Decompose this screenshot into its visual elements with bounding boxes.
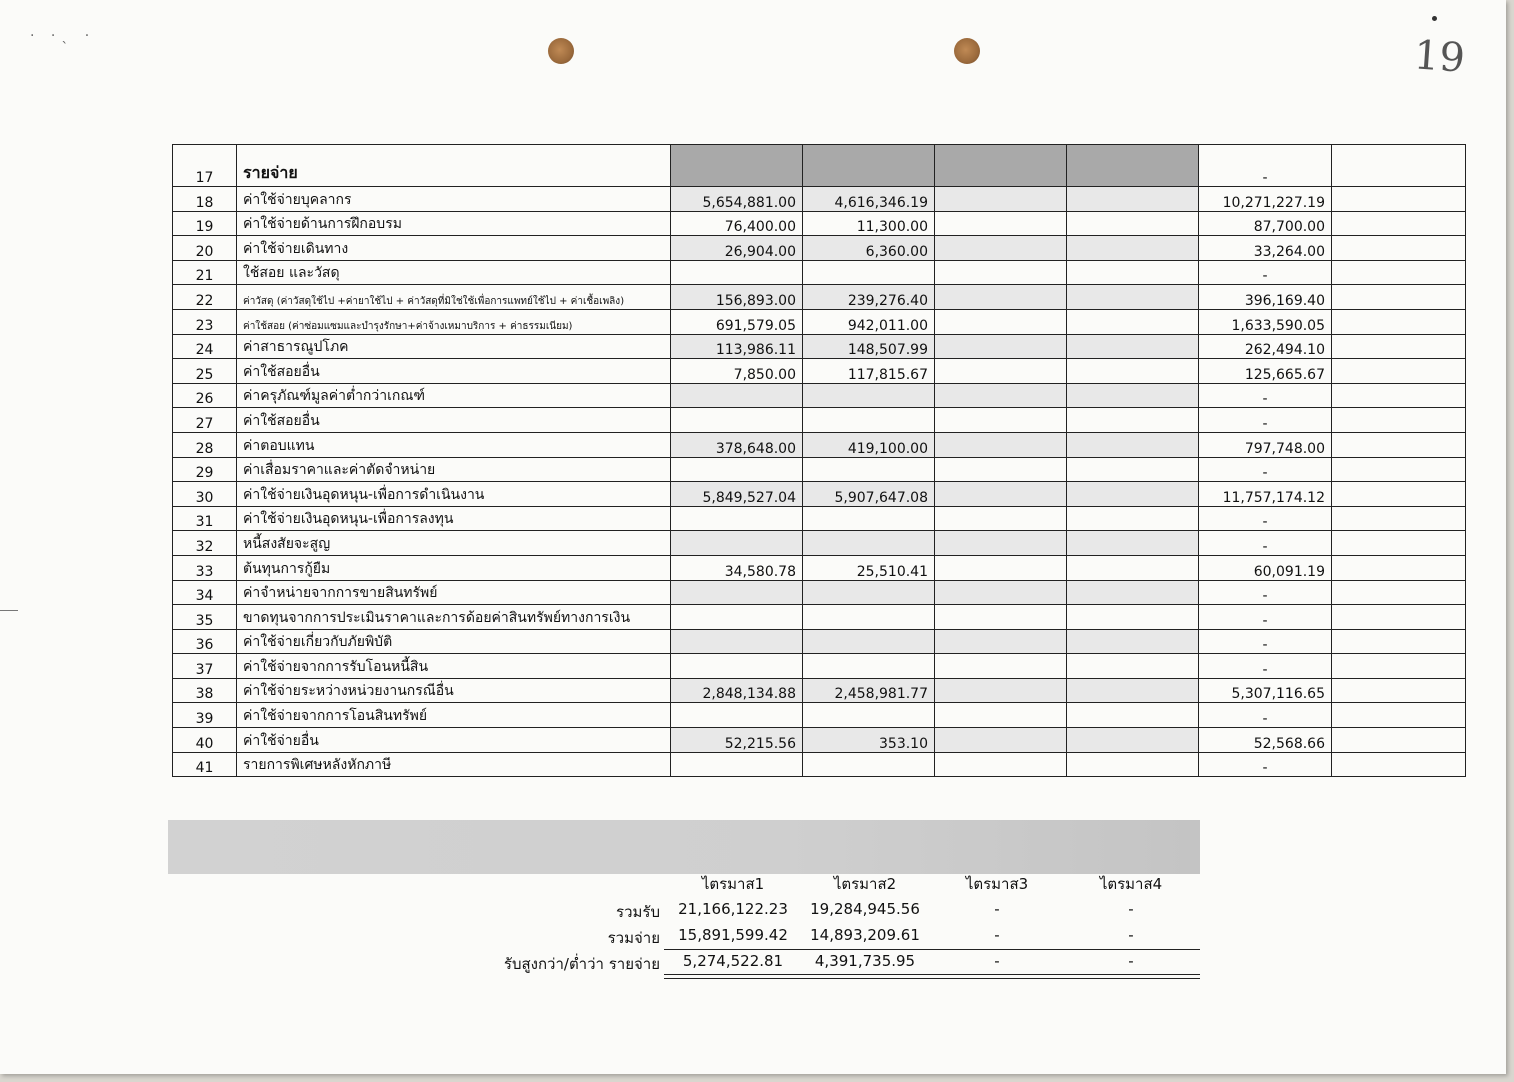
quarter4-cell [1067, 236, 1199, 261]
remark-cell [1332, 359, 1466, 384]
remark-cell [1332, 728, 1466, 753]
quarter2-cell: 2,458,981.77 [803, 678, 935, 703]
remark-cell [1332, 408, 1466, 433]
row-label: ค่าวัสดุ (ค่าวัสดุใช้ไป +ค่ายาใช้ไป + ค่าวัสดุที่มิใช่ใช้เพื่อการแพทย์ใช้ไป + ค่าเชื้อเพลิง) [237, 285, 671, 310]
row-number: 37 [173, 654, 237, 679]
quarter2-cell [803, 260, 935, 285]
quarter1-cell [671, 531, 803, 556]
quarter1-cell [671, 383, 803, 408]
quarter3-cell [935, 260, 1067, 285]
summary-value: - [994, 926, 1000, 944]
quarter3-cell [935, 211, 1067, 236]
quarter4-cell [1067, 482, 1199, 507]
quarter1-cell: 34,580.78 [671, 555, 803, 580]
quarter3-cell [935, 408, 1067, 433]
total-cell: 52,568.66 [1199, 728, 1332, 753]
row-label: ค่าสาธารณูปโภค [237, 334, 671, 359]
row-label: ค่าใช้จ่ายเงินอุดหนุน-เพื่อการลงทุน [237, 506, 671, 531]
total-cell: - [1199, 506, 1332, 531]
row-number: 38 [173, 678, 237, 703]
total-cell: 33,264.00 [1199, 236, 1332, 261]
row-number: 27 [173, 408, 237, 433]
quarter2-cell [803, 629, 935, 654]
total-cell: - [1199, 531, 1332, 556]
row-label: ค่าจำหน่ายจากการขายสินทรัพย์ [237, 580, 671, 605]
summary-value: - [1128, 952, 1134, 970]
remark-cell [1332, 629, 1466, 654]
row-number: 35 [173, 605, 237, 630]
table-row [173, 678, 1466, 703]
table-row [173, 457, 1466, 482]
quarter4-cell [1067, 654, 1199, 679]
quarter3-cell [935, 703, 1067, 728]
table-row [173, 752, 1466, 777]
table-row [173, 211, 1466, 236]
table-row [173, 145, 1466, 187]
quarter1-cell [671, 506, 803, 531]
quarter4-cell [1067, 728, 1199, 753]
row-label: ค่าตอบแทน [237, 432, 671, 457]
table-row [173, 555, 1466, 580]
quarter3-cell [935, 752, 1067, 777]
quarter1-cell: 52,215.56 [671, 728, 803, 753]
table-row [173, 260, 1466, 285]
table-row [173, 359, 1466, 384]
row-label: หนี้สงสัยจะสูญ [237, 531, 671, 556]
quarter2-cell [803, 408, 935, 433]
quarter2-cell [803, 457, 935, 482]
row-number: 26 [173, 383, 237, 408]
quarter3-cell [935, 728, 1067, 753]
summary-value: 21,166,122.23 [678, 900, 788, 918]
quarter1-cell: 156,893.00 [671, 285, 803, 310]
quarter4-cell [1067, 531, 1199, 556]
summary-underline [664, 949, 1200, 950]
table-row [173, 605, 1466, 630]
quarter2-cell [803, 654, 935, 679]
row-label: ขาดทุนจากการประเมินราคาและการด้อยค่าสินทรัพย์ทางการเงิน [237, 605, 671, 630]
remark-cell [1332, 654, 1466, 679]
row-label: ค่าครุภัณฑ์มูลค่าต่ำกว่าเกณฑ์ [237, 383, 671, 408]
quarter2-cell: 25,510.41 [803, 555, 935, 580]
table-row [173, 285, 1466, 310]
quarter2-cell: 239,276.40 [803, 285, 935, 310]
row-label: ค่าใช้จ่ายเงินอุดหนุน-เพื่อการดำเนินงาน [237, 482, 671, 507]
quarter-header: ไตรมาส4 [1099, 875, 1163, 893]
row-label: ค่าใช้จ่ายระหว่างหน่วยงานกรณีอื่น [237, 678, 671, 703]
remark-cell [1332, 236, 1466, 261]
summary-label: รับสูงกว่า/ต่ำว่า รายจ่าย [503, 955, 660, 973]
total-cell: 125,665.67 [1199, 359, 1332, 384]
quarter1-cell: 113,986.11 [671, 334, 803, 359]
summary-label: รวมจ่าย [607, 929, 660, 947]
quarter4-cell [1067, 580, 1199, 605]
quarter1-cell [671, 408, 803, 433]
remark-cell [1332, 260, 1466, 285]
table-row [173, 531, 1466, 556]
remark-cell [1332, 482, 1466, 507]
quarter2-cell [803, 752, 935, 777]
quarter3-cell [935, 629, 1067, 654]
total-cell: - [1199, 605, 1332, 630]
quarter1-cell [671, 145, 803, 187]
total-cell: 396,169.40 [1199, 285, 1332, 310]
paper-specks: · ·ˎ · [30, 28, 96, 44]
quarter1-cell: 5,654,881.00 [671, 187, 803, 212]
summary-value: 15,891,599.42 [678, 926, 788, 944]
quarter-header: ไตรมาส3 [965, 875, 1029, 893]
quarter2-cell [803, 580, 935, 605]
row-label: ค่าใช้สอย (ค่าซ่อมแซมและบำรุงรักษา+ค่าจ้างเหมาบริการ + ค่าธรรมเนียม) [237, 309, 671, 334]
remark-cell [1332, 580, 1466, 605]
remark-cell [1332, 531, 1466, 556]
table-row [173, 703, 1466, 728]
quarter2-cell: 11,300.00 [803, 211, 935, 236]
quarter3-cell [935, 383, 1067, 408]
row-label: รายการพิเศษหลังหักภาษี [237, 752, 671, 777]
row-number: 23 [173, 309, 237, 334]
quarter2-cell: 6,360.00 [803, 236, 935, 261]
row-number: 31 [173, 506, 237, 531]
row-number: 29 [173, 457, 237, 482]
row-label: ค่าใช้สอยอื่น [237, 408, 671, 433]
total-cell: 262,494.10 [1199, 334, 1332, 359]
quarter3-cell [935, 359, 1067, 384]
quarter1-cell: 7,850.00 [671, 359, 803, 384]
remark-cell [1332, 211, 1466, 236]
quarter1-cell [671, 752, 803, 777]
table-row [173, 580, 1466, 605]
total-cell: 60,091.19 [1199, 555, 1332, 580]
quarter3-cell [935, 457, 1067, 482]
row-number: 33 [173, 555, 237, 580]
remark-cell [1332, 506, 1466, 531]
summary-double-underline [664, 974, 1200, 979]
remark-cell [1332, 334, 1466, 359]
quarter3-cell [935, 236, 1067, 261]
quarter4-cell [1067, 703, 1199, 728]
remark-cell [1332, 187, 1466, 212]
quarter4-cell [1067, 383, 1199, 408]
handwritten-page-number: 19 [1412, 32, 1467, 82]
quarter4-cell [1067, 432, 1199, 457]
quarter1-cell: 378,648.00 [671, 432, 803, 457]
quarter4-cell [1067, 260, 1199, 285]
quarter1-cell: 5,849,527.04 [671, 482, 803, 507]
punch-hole-right [954, 38, 980, 64]
quarter1-cell [671, 605, 803, 630]
remark-cell [1332, 555, 1466, 580]
quarter1-cell [671, 703, 803, 728]
quarter3-cell [935, 482, 1067, 507]
summary-value: 4,391,735.95 [814, 952, 916, 970]
summary-value: - [1128, 926, 1134, 944]
row-label: ใช้สอย และวัสดุ [237, 260, 671, 285]
table-row [173, 309, 1466, 334]
quarter1-cell [671, 260, 803, 285]
total-cell: 5,307,116.65 [1199, 678, 1332, 703]
row-label: ค่าใช้จ่ายเดินทาง [237, 236, 671, 261]
summary-value: 19,284,945.56 [810, 900, 920, 918]
summary-value: 14,893,209.61 [810, 926, 920, 944]
quarter3-cell [935, 555, 1067, 580]
quarter4-cell [1067, 629, 1199, 654]
remark-cell [1332, 703, 1466, 728]
row-label: ค่าใช้จ่ายด้านการฝึกอบรม [237, 211, 671, 236]
table-row [173, 629, 1466, 654]
quarter4-cell [1067, 555, 1199, 580]
quarter3-cell [935, 654, 1067, 679]
quarter1-cell [671, 654, 803, 679]
quarter4-cell [1067, 187, 1199, 212]
total-cell: - [1199, 703, 1332, 728]
remark-cell [1332, 457, 1466, 482]
row-number: 24 [173, 334, 237, 359]
quarter2-cell [803, 506, 935, 531]
summary-value: 5,274,522.81 [682, 952, 784, 970]
summary-value: - [1128, 900, 1134, 918]
table-row [173, 408, 1466, 433]
quarter1-cell: 2,848,134.88 [671, 678, 803, 703]
table-row [173, 236, 1466, 261]
quarter-header: ไตรมาส1 [701, 875, 765, 893]
remark-cell [1332, 383, 1466, 408]
quarter1-cell [671, 457, 803, 482]
total-cell: - [1199, 408, 1332, 433]
quarter4-cell [1067, 605, 1199, 630]
row-label: ค่าใช้จ่ายอื่น [237, 728, 671, 753]
remark-cell [1332, 309, 1466, 334]
remark-cell [1332, 285, 1466, 310]
quarter3-cell [935, 145, 1067, 187]
table-row [173, 187, 1466, 212]
row-label: ค่าใช้จ่ายบุคลากร [237, 187, 671, 212]
summary-label: รวมรับ [616, 903, 660, 921]
quarter4-cell [1067, 506, 1199, 531]
quarter4-cell [1067, 752, 1199, 777]
edge-mark [0, 610, 18, 611]
row-number: 41 [173, 752, 237, 777]
remark-cell [1332, 432, 1466, 457]
quarter4-cell [1067, 145, 1199, 187]
row-number: 40 [173, 728, 237, 753]
summary-value: - [994, 952, 1000, 970]
shaded-band [168, 820, 1200, 874]
remark-cell [1332, 145, 1466, 187]
quarter3-cell [935, 187, 1067, 212]
row-number: 20 [173, 236, 237, 261]
quarter2-cell: 942,011.00 [803, 309, 935, 334]
row-number: 36 [173, 629, 237, 654]
row-number: 25 [173, 359, 237, 384]
quarter2-cell [803, 605, 935, 630]
quarter2-cell: 5,907,647.08 [803, 482, 935, 507]
row-label: ค่าใช้สอยอื่น [237, 359, 671, 384]
quarter3-cell [935, 334, 1067, 359]
total-cell: - [1199, 457, 1332, 482]
table-row [173, 482, 1466, 507]
remark-cell [1332, 752, 1466, 777]
row-number: 17 [173, 145, 237, 187]
total-cell: - [1199, 383, 1332, 408]
quarter1-cell [671, 629, 803, 654]
total-cell: - [1199, 654, 1332, 679]
quarter3-cell [935, 285, 1067, 310]
ink-dot [1432, 16, 1437, 21]
quarter4-cell [1067, 334, 1199, 359]
row-label: ค่าใช้จ่ายจากการรับโอนหนี้สิน [237, 654, 671, 679]
total-cell: 797,748.00 [1199, 432, 1332, 457]
quarter2-cell [803, 145, 935, 187]
quarter2-cell [803, 383, 935, 408]
summary-value: - [994, 900, 1000, 918]
total-cell: 10,271,227.19 [1199, 187, 1332, 212]
expense-table [172, 144, 1466, 777]
quarter4-cell [1067, 678, 1199, 703]
remark-cell [1332, 605, 1466, 630]
row-number: 21 [173, 260, 237, 285]
quarter3-cell [935, 309, 1067, 334]
quarter3-cell [935, 506, 1067, 531]
row-number: 28 [173, 432, 237, 457]
quarter2-cell: 353.10 [803, 728, 935, 753]
row-number: 22 [173, 285, 237, 310]
total-cell: 1,633,590.05 [1199, 309, 1332, 334]
quarter2-cell [803, 703, 935, 728]
quarter2-cell: 4,616,346.19 [803, 187, 935, 212]
quarter4-cell [1067, 285, 1199, 310]
quarter3-cell [935, 678, 1067, 703]
quarter2-cell [803, 531, 935, 556]
row-label: รายจ่าย [237, 145, 671, 187]
table-row [173, 506, 1466, 531]
row-label: ต้นทุนการกู้ยืม [237, 555, 671, 580]
table-row [173, 432, 1466, 457]
quarter3-cell [935, 531, 1067, 556]
quarter2-cell: 117,815.67 [803, 359, 935, 384]
row-number: 34 [173, 580, 237, 605]
punch-hole-left [548, 38, 574, 64]
quarter4-cell [1067, 457, 1199, 482]
total-cell: 11,757,174.12 [1199, 482, 1332, 507]
quarter-header: ไตรมาส2 [833, 875, 897, 893]
quarter3-cell [935, 605, 1067, 630]
quarter1-cell [671, 580, 803, 605]
row-number: 18 [173, 187, 237, 212]
table-row [173, 334, 1466, 359]
quarter4-cell [1067, 211, 1199, 236]
total-cell: - [1199, 260, 1332, 285]
total-cell: - [1199, 629, 1332, 654]
quarter1-cell: 76,400.00 [671, 211, 803, 236]
row-number: 32 [173, 531, 237, 556]
table-row [173, 383, 1466, 408]
row-label: ค่าใช้จ่ายเกี่ยวกับภัยพิบัติ [237, 629, 671, 654]
table-row [173, 654, 1466, 679]
total-cell: 87,700.00 [1199, 211, 1332, 236]
quarter3-cell [935, 432, 1067, 457]
row-label: ค่าใช้จ่ายจากการโอนสินทรัพย์ [237, 703, 671, 728]
quarter1-cell: 26,904.00 [671, 236, 803, 261]
row-number: 19 [173, 211, 237, 236]
row-number: 30 [173, 482, 237, 507]
total-cell: - [1199, 580, 1332, 605]
quarter2-cell: 419,100.00 [803, 432, 935, 457]
row-number: 39 [173, 703, 237, 728]
remark-cell [1332, 678, 1466, 703]
total-cell: - [1199, 752, 1332, 777]
quarter4-cell [1067, 408, 1199, 433]
quarter4-cell [1067, 359, 1199, 384]
quarter3-cell [935, 580, 1067, 605]
total-cell: - [1199, 145, 1332, 187]
quarter2-cell: 148,507.99 [803, 334, 935, 359]
row-label: ค่าเสื่อมราคาและค่าตัดจำหน่าย [237, 457, 671, 482]
quarter4-cell [1067, 309, 1199, 334]
quarter1-cell: 691,579.05 [671, 309, 803, 334]
table-row [173, 728, 1466, 753]
